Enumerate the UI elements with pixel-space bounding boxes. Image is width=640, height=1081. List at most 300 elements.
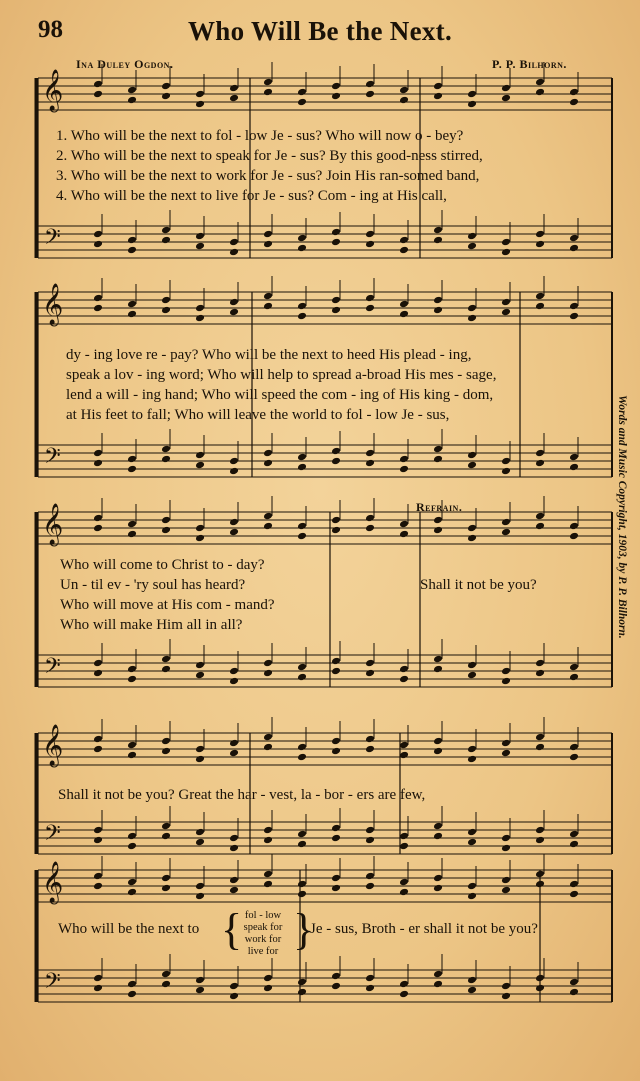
system1-treble-note (93, 80, 103, 89)
system2-bass-note (399, 465, 409, 474)
system3-treble-note (433, 526, 443, 535)
system3-bass-note (365, 659, 375, 668)
system1-bass-note (93, 230, 103, 239)
system1-bass-note (433, 226, 443, 235)
system3-bass-note (93, 669, 103, 678)
system1-treble-note (501, 84, 511, 93)
system5-treble-note (93, 882, 103, 891)
system4-bass-note (331, 834, 341, 843)
system1-bass-note (93, 240, 103, 249)
system1-bass-note (263, 230, 273, 239)
left-brace: { (221, 905, 243, 954)
system4-treble-note (365, 735, 375, 744)
system5-bass-note (229, 982, 239, 991)
system2-bass-note (535, 449, 545, 458)
system3-bass-note (433, 665, 443, 674)
system5-treble-note (263, 880, 273, 889)
system1-treble-note (331, 92, 341, 101)
verse1-line3: Who will come to Christ to - day? (60, 557, 265, 573)
system1-treble-note (569, 98, 579, 107)
system1-treble-note (229, 84, 239, 93)
system1-treble-note (535, 88, 545, 97)
system1-treble-note (365, 80, 375, 89)
system1-treble-note (297, 98, 307, 107)
system3-treble-note (195, 524, 205, 533)
system2-treble-note (263, 302, 273, 311)
system1-bass-note (331, 228, 341, 237)
system2-treble-note (195, 304, 205, 313)
system3-bass-note (297, 673, 307, 682)
system3-treble-note (161, 526, 171, 535)
system4-treble-note (195, 745, 205, 754)
option-work: work for (244, 934, 282, 945)
system4-bass-note (229, 844, 239, 853)
system2-bass-note (93, 449, 103, 458)
system5-treble-note (331, 874, 341, 883)
system4-treble-note (365, 745, 375, 754)
verse2-line2: speak a lov - ing word; Who will help to spread a-broad His mes - sage, (66, 367, 497, 383)
system3-treble-note (93, 524, 103, 533)
system1-bass-note (399, 236, 409, 245)
system3-treble-note (263, 522, 273, 531)
system3-bass-note (127, 665, 137, 674)
system2-bass-note (569, 453, 579, 462)
copyright-notice: Words and Music Copyright, 1903, by P. P. Bilhorn. (616, 395, 628, 639)
hymn-number: 98 (38, 16, 63, 43)
treble-clef: 𝄞 (42, 70, 64, 111)
system5-bass-note (535, 984, 545, 993)
system5-treble-note (195, 882, 205, 891)
system3-treble-note (127, 520, 137, 529)
system5-bass-note (195, 976, 205, 985)
system2-bass-note (229, 467, 239, 476)
bass-clef: 𝄢 (44, 821, 61, 851)
system1-bass-note (127, 246, 137, 255)
system3-treble-note (501, 518, 511, 527)
system2-bass-note (399, 455, 409, 464)
system1-bass-note (399, 246, 409, 255)
system4-bass-note (297, 830, 307, 839)
system3-treble-note (501, 528, 511, 537)
system3-bass-note (535, 669, 545, 678)
system2-treble-note (501, 298, 511, 307)
system2-bass-note (331, 447, 341, 456)
system3-treble-note (297, 522, 307, 531)
system5-treble-note (501, 876, 511, 885)
system3-treble-note (569, 522, 579, 531)
option-brace (230, 910, 296, 958)
system4-bass-note (535, 836, 545, 845)
system4-treble-note (229, 739, 239, 748)
system5-treble-note (433, 884, 443, 893)
bass-clef: 𝄢 (44, 654, 61, 684)
option-speak: speak for (243, 922, 283, 933)
system2-treble-note (399, 310, 409, 319)
system3-bass-note (161, 665, 171, 674)
system1-bass-note (365, 230, 375, 239)
system2-treble-note (535, 302, 545, 311)
system5-treble-note (535, 870, 545, 879)
system3-bass-note (331, 657, 341, 666)
verse1-line2: dy - ing love re - pay? Who will be the next to heed His plead - ing, (66, 347, 472, 363)
system2-treble-note (569, 312, 579, 321)
system4-treble-note (297, 753, 307, 762)
system5-treble-note (229, 886, 239, 895)
system4-bass-note (161, 822, 171, 831)
system2-bass-note (161, 455, 171, 464)
system3-bass-note (297, 663, 307, 672)
verse2-line3: Un - til ev - 'ry soul has heard? (60, 577, 246, 593)
system5-bass-note (331, 982, 341, 991)
system3-bass-note (501, 667, 511, 676)
system1-bass-note (161, 226, 171, 235)
verse2-line1: 2. Who will be the next to speak for Je - sus? By this good-ness stirred, (56, 148, 483, 164)
system3-treble-note (331, 516, 341, 525)
system5-treble-note (501, 886, 511, 895)
system3-treble-note (535, 522, 545, 531)
system3-bass-note (501, 677, 511, 686)
system1-treble-note (467, 100, 477, 109)
system1-treble-note (263, 88, 273, 97)
system1-treble-note (433, 82, 443, 91)
system3-treble-note (535, 512, 545, 521)
system2-bass-note (229, 457, 239, 466)
verse3-line3: Who will move at His com - mand? (60, 597, 275, 613)
system5-bass-note (263, 984, 273, 993)
system5-bass-note (399, 990, 409, 999)
system5-treble-note (297, 890, 307, 899)
system4-bass-note (365, 836, 375, 845)
system1-treble-note (297, 88, 307, 97)
system3-bass-note (263, 659, 273, 668)
system2-treble-note (263, 292, 273, 301)
system1-treble-note (229, 94, 239, 103)
system2-treble-note (93, 294, 103, 303)
system5-treble-note (195, 892, 205, 901)
system1-bass-note (569, 244, 579, 253)
system5-treble-note (399, 878, 409, 887)
system1-treble-note (467, 90, 477, 99)
system1-treble-note (127, 86, 137, 95)
system2-treble-note (195, 314, 205, 323)
system4-treble-note (535, 733, 545, 742)
system4-bass-note (195, 838, 205, 847)
system1-bass-note (229, 238, 239, 247)
system2-bass-note (433, 445, 443, 454)
system1-bass-note (569, 234, 579, 243)
system4-treble-note (569, 743, 579, 752)
system5-treble-note (399, 888, 409, 897)
system2-bass-note (263, 459, 273, 468)
system3-bass-note (467, 661, 477, 670)
system2-treble-note (467, 304, 477, 313)
system5-bass-note (297, 978, 307, 987)
system1-bass-note (161, 236, 171, 245)
refrain-line3-start: Who will be the next to (58, 921, 200, 937)
system5-treble-note (433, 874, 443, 883)
system5-bass-note (161, 980, 171, 989)
system4-treble-note (127, 741, 137, 750)
system4-treble-note (433, 747, 443, 756)
system1-treble-note (501, 94, 511, 103)
system5-treble-note (263, 870, 273, 879)
system1-bass-note (263, 240, 273, 249)
system3-bass-note (399, 665, 409, 674)
system2-treble-note (331, 306, 341, 315)
system5-treble-note (127, 888, 137, 897)
system5-bass-note (433, 980, 443, 989)
bass-clef: 𝄢 (44, 969, 61, 999)
system3-treble-note (229, 518, 239, 527)
system4-treble-note (195, 755, 205, 764)
treble-clef: 𝄞 (42, 862, 64, 903)
system2-bass-note (365, 459, 375, 468)
system4-treble-note (161, 737, 171, 746)
system1-treble-note (263, 78, 273, 87)
system2-treble-note (501, 308, 511, 317)
system4-treble-note (569, 753, 579, 762)
bass-clef: 𝄢 (44, 225, 61, 255)
system1-bass-note (195, 242, 205, 251)
system4-bass-note (195, 828, 205, 837)
system5-bass-note (263, 974, 273, 983)
system4-treble-note (263, 733, 273, 742)
system5-bass-note (467, 986, 477, 995)
treble-clef: 𝄞 (42, 284, 64, 325)
system5-treble-note (365, 882, 375, 891)
system4-bass-note (331, 824, 341, 833)
system3-treble-note (195, 534, 205, 543)
system4-bass-note (229, 834, 239, 843)
system4-bass-note (535, 826, 545, 835)
system3-treble-note (467, 534, 477, 543)
system5-bass-note (535, 974, 545, 983)
system5-bass-note (93, 984, 103, 993)
system5-bass-note (297, 988, 307, 997)
system4-treble-note (501, 749, 511, 758)
system4-bass-note (263, 826, 273, 835)
system4-bass-note (93, 826, 103, 835)
system1-bass-note (195, 232, 205, 241)
system2-bass-note (433, 455, 443, 464)
system3-bass-note (399, 675, 409, 684)
system3-bass-note (433, 655, 443, 664)
system1-bass-note (229, 248, 239, 257)
system2-treble-note (229, 298, 239, 307)
system2-bass-note (161, 445, 171, 454)
system4-bass-note (127, 842, 137, 851)
hymn-title: Who Will Be the Next. (187, 16, 453, 46)
system3-bass-note (161, 655, 171, 664)
system1-treble-note (127, 96, 137, 105)
system2-treble-note (297, 312, 307, 321)
system4-bass-note (467, 838, 477, 847)
system3-treble-note (399, 520, 409, 529)
system1-treble-note (365, 90, 375, 99)
system1-treble-note (161, 82, 171, 91)
system4-treble-note (161, 747, 171, 756)
system2-treble-note (297, 302, 307, 311)
system2-treble-note (569, 302, 579, 311)
system2-treble-note (127, 310, 137, 319)
system4-treble-note (433, 737, 443, 746)
system1-treble-note (161, 92, 171, 101)
system4-treble-note (331, 737, 341, 746)
system4-treble-note (127, 751, 137, 760)
verse3-line1: 3. Who will be the next to work for Je - sus? Join His ran-somed band, (56, 168, 480, 184)
system3-treble-note (331, 526, 341, 535)
system2-bass-note (195, 451, 205, 460)
system2-bass-note (127, 455, 137, 464)
system2-treble-note (535, 292, 545, 301)
system1-treble-note (195, 100, 205, 109)
system2-bass-note (297, 453, 307, 462)
system4-treble-note (467, 755, 477, 764)
system5-bass-note (569, 978, 579, 987)
system4-bass-note (263, 836, 273, 845)
system5-treble-note (365, 872, 375, 881)
system2-bass-note (501, 457, 511, 466)
system4-bass-note (569, 840, 579, 849)
system4-bass-note (569, 830, 579, 839)
refrain-label: Refrain. (416, 500, 463, 514)
treble-clef: 𝄞 (42, 504, 64, 545)
system4-bass-note (501, 844, 511, 853)
system5-treble-note (161, 884, 171, 893)
system1-treble-note (399, 86, 409, 95)
system4-bass-note (365, 826, 375, 835)
system3-bass-note (229, 677, 239, 686)
system3-bass-note (365, 669, 375, 678)
system4-bass-note (297, 840, 307, 849)
system5-treble-note (127, 878, 137, 887)
system5-bass-note (501, 982, 511, 991)
system5-bass-note (501, 992, 511, 1001)
system3-treble-note (127, 530, 137, 539)
system3-treble-note (161, 516, 171, 525)
refrain-line3-end: Je - sus, Broth - er shall it not be you? (310, 921, 538, 937)
bass-clef: 𝄢 (44, 444, 61, 474)
system3-treble-note (399, 530, 409, 539)
system3-bass-note (229, 667, 239, 676)
system4-bass-note (433, 832, 443, 841)
system3-treble-note (433, 516, 443, 525)
system1-bass-note (297, 234, 307, 243)
system5-treble-note (569, 880, 579, 889)
system2-bass-note (535, 459, 545, 468)
system5-bass-note (161, 970, 171, 979)
system3-bass-note (569, 663, 579, 672)
system5-bass-note (399, 980, 409, 989)
system2-bass-note (331, 457, 341, 466)
system3-bass-note (195, 671, 205, 680)
system5-treble-note (229, 876, 239, 885)
system3-bass-note (569, 673, 579, 682)
system5-bass-note (365, 974, 375, 983)
system2-bass-note (365, 449, 375, 458)
system5-treble-note (569, 890, 579, 899)
system3-bass-note (263, 669, 273, 678)
system1-treble-note (195, 90, 205, 99)
option-follow: fol - low (244, 910, 282, 921)
system4-treble-note (93, 735, 103, 744)
system1-bass-note (535, 240, 545, 249)
treble-clef: 𝄞 (42, 725, 64, 766)
system4-treble-note (93, 745, 103, 754)
system5-treble-note (93, 872, 103, 881)
system5-bass-note (467, 976, 477, 985)
system1-treble-note (399, 96, 409, 105)
system1-bass-note (127, 236, 137, 245)
system5-bass-note (331, 972, 341, 981)
system5-treble-note (535, 880, 545, 889)
system2-bass-note (297, 463, 307, 472)
verse3-line2: lend a will - ing hand; Who will speed the com - ing of His king - dom, (66, 387, 494, 403)
system2-bass-note (263, 449, 273, 458)
system5-bass-note (569, 988, 579, 997)
verse1-line1: 1. Who will be the next to fol - low Je - sus? Who will now o - bey? (56, 128, 464, 144)
system3-treble-note (467, 524, 477, 533)
system5-bass-note (93, 974, 103, 983)
system2-bass-note (569, 463, 579, 472)
system1-bass-note (433, 236, 443, 245)
system4-bass-note (93, 836, 103, 845)
system3-bass-note (127, 675, 137, 684)
system5-bass-note (433, 970, 443, 979)
system2-bass-note (467, 461, 477, 470)
system4-treble-note (535, 743, 545, 752)
system1-treble-note (93, 90, 103, 99)
system5-bass-note (127, 990, 137, 999)
system5-bass-note (127, 980, 137, 989)
system3-treble-note (297, 532, 307, 541)
system4-bass-note (501, 834, 511, 843)
system1-treble-note (433, 92, 443, 101)
system2-treble-note (467, 314, 477, 323)
system1-treble-note (569, 88, 579, 97)
system5-treble-note (467, 892, 477, 901)
refrain-line1: Shall it not be you? (420, 577, 537, 593)
system2-bass-note (93, 459, 103, 468)
system1-bass-note (501, 238, 511, 247)
system1-bass-note (467, 242, 477, 251)
system4-treble-note (467, 745, 477, 754)
system2-treble-note (127, 300, 137, 309)
option-live: live for (247, 946, 279, 957)
verse4-line2: at His feet to fall; Who will leave the world to fol - low Je - sus, (66, 407, 450, 423)
system3-bass-note (331, 667, 341, 676)
system5-bass-note (365, 984, 375, 993)
system2-treble-note (365, 294, 375, 303)
system2-treble-note (331, 296, 341, 305)
system1-bass-note (467, 232, 477, 241)
system5-treble-note (467, 882, 477, 891)
system3-treble-note (93, 514, 103, 523)
system4-bass-note (161, 832, 171, 841)
system4-bass-note (127, 832, 137, 841)
system5-treble-note (161, 874, 171, 883)
system4-bass-note (433, 822, 443, 831)
system4-treble-note (297, 743, 307, 752)
system2-treble-note (161, 296, 171, 305)
lyricist-credit: Ina Duley Ogdon. (76, 57, 174, 71)
system4-bass-note (467, 828, 477, 837)
system1-bass-note (331, 238, 341, 247)
system5-treble-note (331, 884, 341, 893)
refrain-line2: Shall it not be you? Great the har - vest, la - bor - ers are few, (58, 787, 426, 803)
system1-bass-note (365, 240, 375, 249)
system3-treble-note (365, 514, 375, 523)
